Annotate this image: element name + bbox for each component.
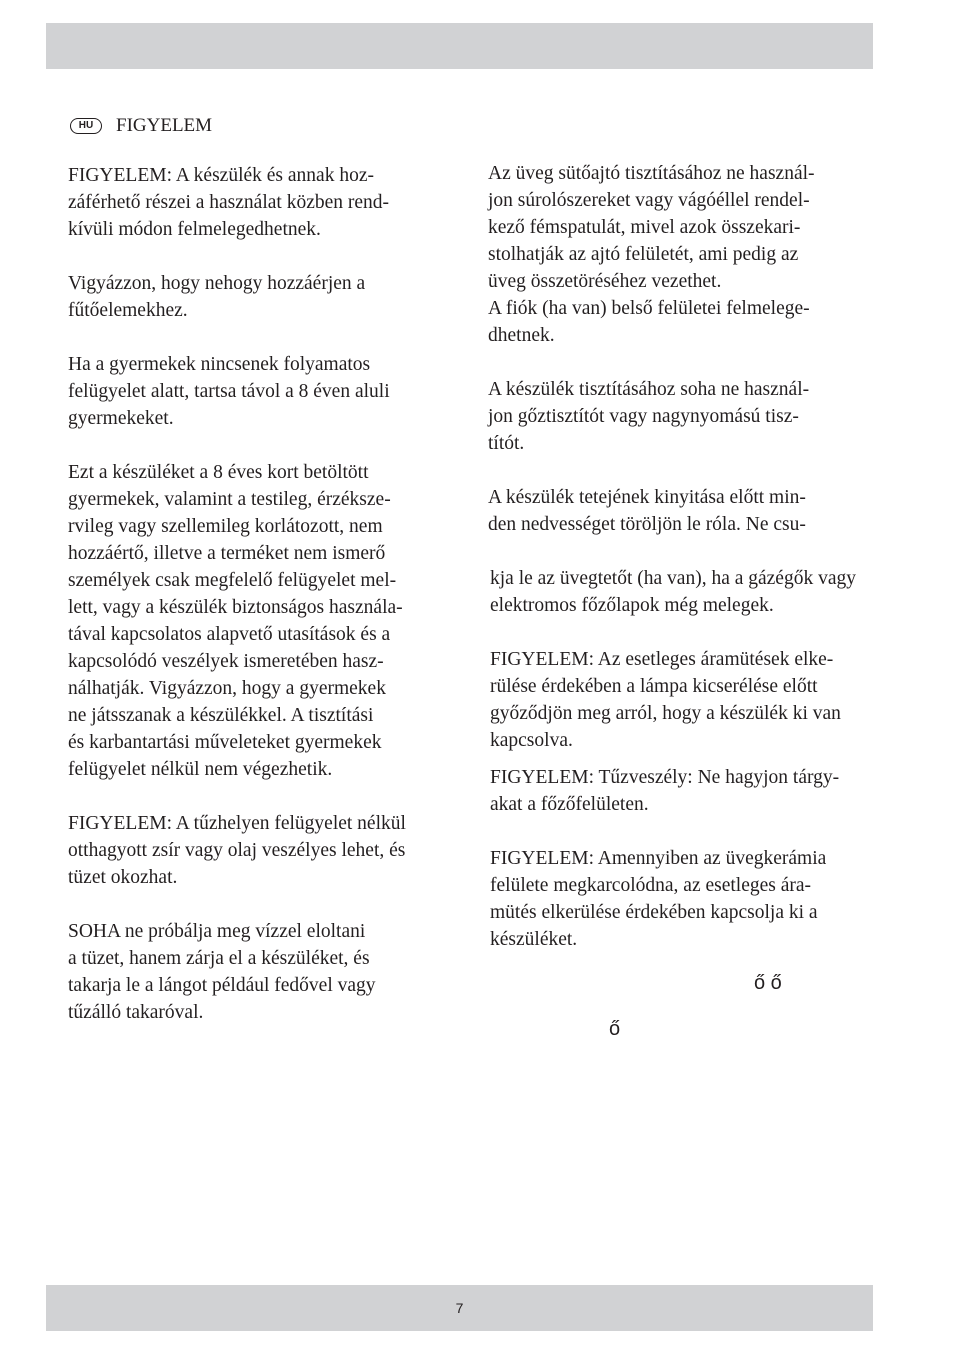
warning-fire-hazard [490, 764, 918, 818]
text-line: Ezt a készüléket a 8 éves kort betöltött [68, 462, 369, 483]
text-line: FIGYELEM: Az esetleges áramütések elke- [490, 649, 834, 670]
text-line: gyermekeket. [68, 408, 174, 429]
text-line: felügyelet alatt, tartsa távol a 8 éven aluli [68, 381, 390, 402]
text-line: személyek csak megfelelő felügyelet mel- [68, 570, 397, 591]
text-line: tűzálló takaróval. [68, 1002, 204, 1023]
warning-lamp-replacement [490, 646, 918, 754]
text-line: elektromos főzőlapok még melegek. [490, 595, 774, 616]
text-line: títót. [488, 433, 525, 454]
text-line: den nedvességet töröljön le róla. Ne csu- [488, 514, 806, 535]
text-line: A fiók (ha van) belső felületei felmelege- [488, 298, 810, 319]
page-number: 7 [455, 1300, 464, 1316]
footer-bar [46, 1285, 873, 1331]
warning-never-water [68, 918, 458, 1026]
text-line: A készülék tetejének kinyitása előtt min- [488, 487, 806, 508]
text-line: FIGYELEM: A készülék és annak hoz- [68, 165, 374, 186]
text-line: felülete megkarcolódna, az esetleges ára- [490, 875, 812, 896]
text-line: kja le az üvegtetőt (ha van), ha a gázégők vagy [490, 568, 856, 589]
text-line: fűtőelemekhez. [68, 300, 188, 321]
language-badge: HU [70, 118, 102, 134]
header-bar [46, 23, 873, 69]
section-title: FIGYELEM [116, 115, 213, 136]
text-line: Ha a gyermekek nincsenek folyamatos [68, 354, 371, 375]
text-line: Vigyázzon, hogy nehogy hozzáérjen a [68, 273, 366, 294]
text-line: A készülék tisztításához soha ne használ- [488, 379, 810, 400]
text-line: FIGYELEM: A tűzhelyen felügyelet nélkül [68, 813, 406, 834]
text-line: kező fémspatulát, mivel azok összekari- [488, 217, 801, 238]
stray-glyph: ő ő [754, 972, 782, 994]
text-line: rvileg vagy szellemileg korlátozott, nem [68, 516, 383, 537]
text-line: felügyelet nélkül nem végezhetik. [68, 759, 333, 780]
text-line: mütés elkerülése érdekében kapcsolja ki a [490, 902, 818, 923]
text-line: készüléket. [490, 929, 578, 950]
text-line: dhetnek. [488, 325, 555, 346]
right-column [488, 160, 918, 980]
warning-lid-moisture [488, 484, 918, 538]
text-line: Az üveg sütőajtó tisztításához ne használ- [488, 163, 815, 184]
text-line: jon súrolószereket vagy vágóéllel rendel- [488, 190, 810, 211]
text-line: gyermekek, valamint a testileg, érzéksze- [68, 489, 391, 510]
section-header [70, 115, 212, 137]
text-line: győződjön meg arról, hogy a készülék ki van [490, 703, 841, 724]
text-line: kívüli módon felmelegedhetnek. [68, 219, 321, 240]
text-line: és karbantartási műveleteket gyermekek [68, 732, 382, 753]
text-line: stolhatják az ajtó felületét, ami pedig az [488, 244, 799, 265]
warning-unattended-fat [68, 810, 458, 891]
text-line: tüzet okozhat. [68, 867, 178, 888]
warning-ceramic-crack [490, 845, 918, 953]
text-line: otthagyott zsír vagy olaj veszélyes lehet, és [68, 840, 406, 861]
text-line: a tüzet, hanem zárja el a készüléket, és [68, 948, 370, 969]
text-line: lett, vagy a készülék biztonságos használa- [68, 597, 403, 618]
text-line: nálhatják. Vigyázzon, hogy a gyermekek [68, 678, 386, 699]
warning-steam-cleaner [488, 376, 918, 457]
warning-children-under-8 [68, 351, 458, 432]
text-line: hozzáértő, illetve a terméket nem ismerő [68, 543, 386, 564]
text-line: tával kapcsolatos alapvető utasítások és a [68, 624, 391, 645]
text-line: jon gőztisztítót vagy nagynyomású tisz- [488, 406, 799, 427]
warning-glass-lid [490, 565, 918, 619]
text-line: SOHA ne próbálja meg vízzel eloltani [68, 921, 366, 942]
text-line: záférhető részei a használat közben rend- [68, 192, 390, 213]
text-line: rülése érdekében a lámpa kicserélése előtt [490, 676, 818, 697]
warning-hot-parts [68, 162, 458, 243]
stray-glyph: ő [609, 1018, 621, 1040]
text-line: üveg összetöréséhez vezethet. [488, 271, 722, 292]
left-column [68, 162, 458, 1053]
warning-glass-door-cleaning [488, 160, 918, 349]
text-line: FIGYELEM: Tűzveszély: Ne hagyjon tárgy- [490, 767, 840, 788]
text-line: akat a főzőfelületen. [490, 794, 649, 815]
text-line: FIGYELEM: Amennyiben az üvegkerámia [490, 848, 827, 869]
text-line: takarja le a lángot például fedővel vagy [68, 975, 376, 996]
warning-heating-elements [68, 270, 458, 324]
text-line: kapcsolódó veszélyek ismeretében hasz- [68, 651, 384, 672]
warning-supervision [68, 459, 458, 783]
text-line: ne játsszanak a készülékkel. A tisztítási [68, 705, 374, 726]
text-line: kapcsolva. [490, 730, 573, 751]
